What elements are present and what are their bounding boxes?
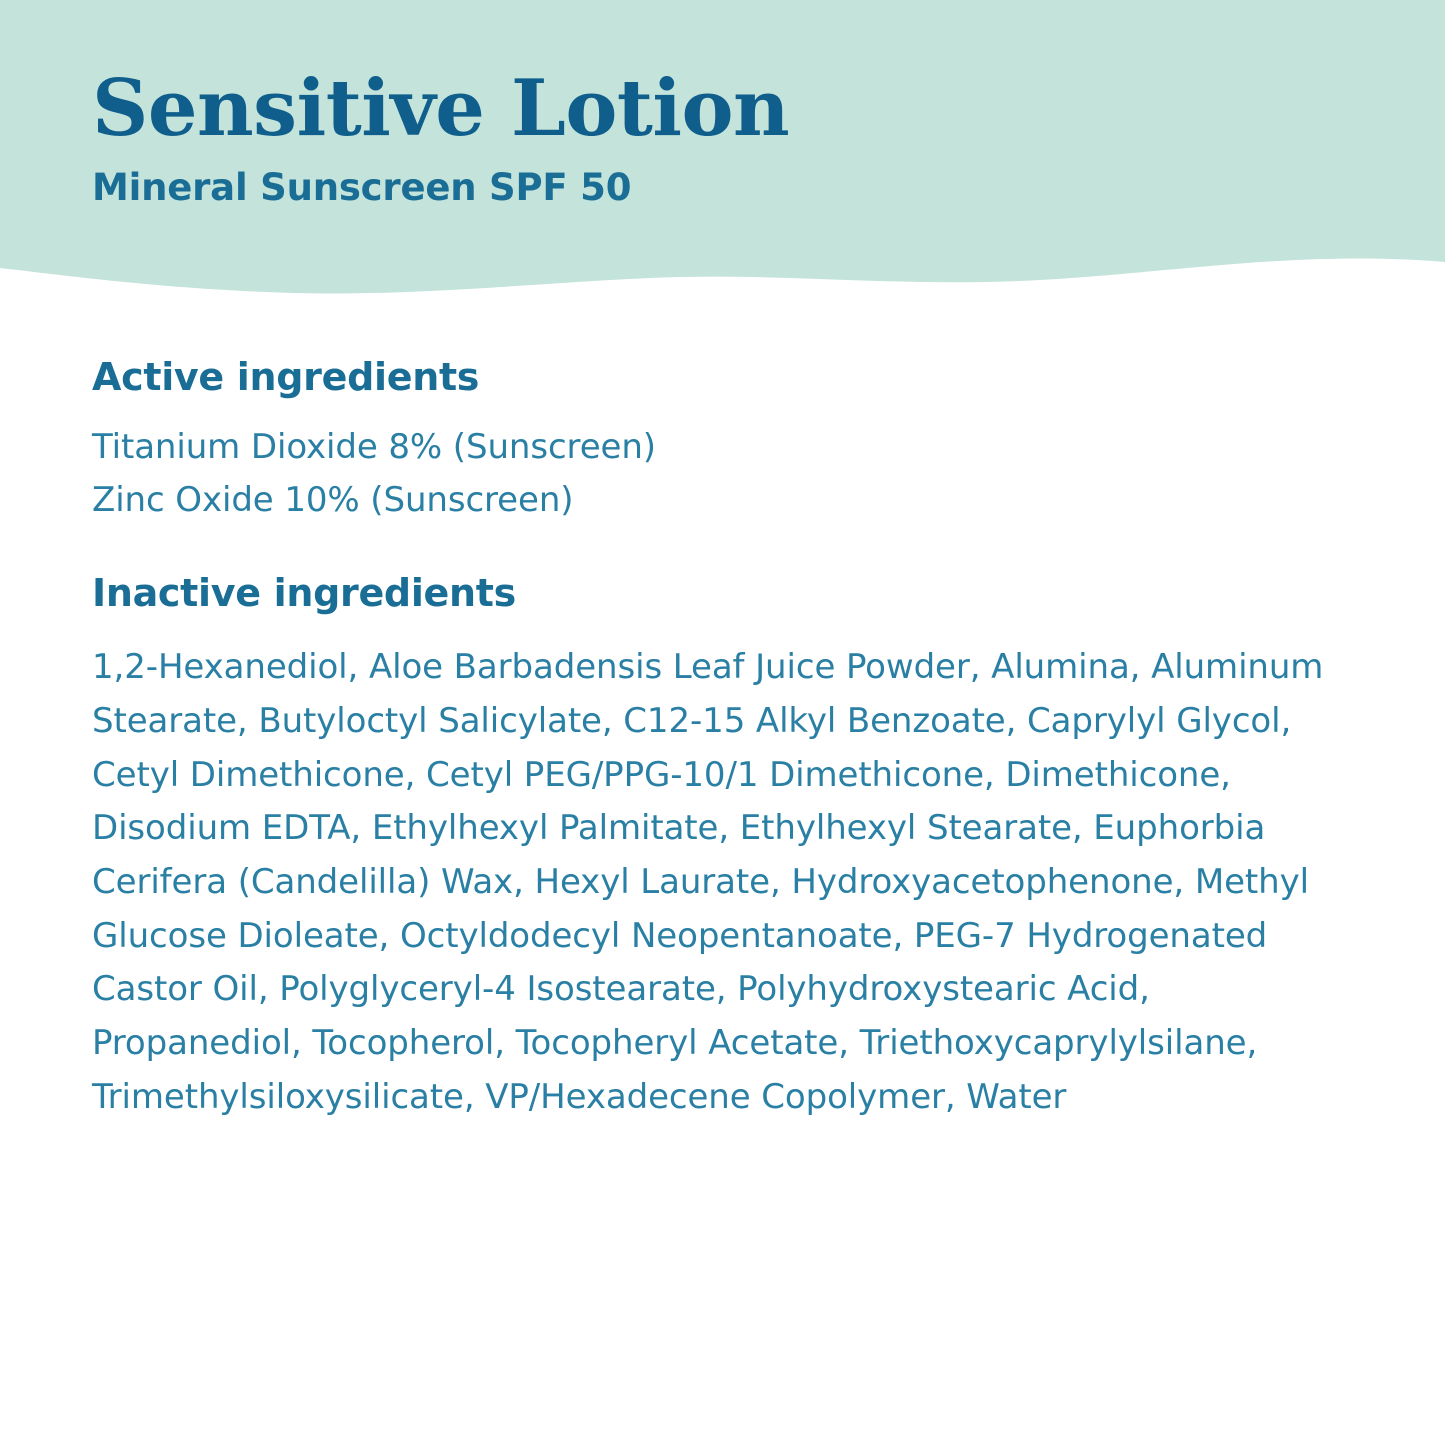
header-text-block [0,0,1445,209]
product-title: Sensitive Lotion [92,63,790,154]
active-ingredient-item: Titanium Dioxide 8% (Sunscreen) [92,427,656,467]
inactive-ingredients-text: 1,2-Hexanediol, Aloe Barbadensis Leaf Juice Powder, Alumina, Aluminum Stearate, Butyloctyl Salicylate, C12-15 Alkyl Benzoate, Caprylyl Glycol, Cetyl Dimethicone, Cetyl PEG/PPG-10/1 Dimethicone, Dimethicone, Disodium EDTA, Ethylhexyl Palmitate, Ethylhexyl Stearate, Euphorbia Cerifera (Candelilla) Wax, Hexyl Laurate, Hydroxyacetophenone, Methyl Glucose Dioleate, Octyldodecyl Neopentanoate, PEG-7 Hydrogenated Castor Oil, Polyglyceryl-4 Isostearate, Polyhydroxystearic Acid, Propanediol, Tocopherol, Tocopheryl Acetate, Triethoxycaprylylsilane, Trimethylsiloxysilicate, VP/Hexadecene Copolymer, Water [92,647,1324,1117]
active-ingredient-item: Zinc Oxide 10% (Sunscreen) [92,480,574,521]
active-ingredients-heading: Active ingredients [92,355,480,399]
product-subtitle: Mineral Sunscreen SPF 50 [92,166,632,209]
inactive-ingredients-heading: Inactive ingredients [92,571,516,616]
active-ingredients-section [92,355,1337,527]
ingredients-content [92,355,1337,1125]
inactive-ingredients-section [92,571,1337,1124]
header-band [0,0,1445,300]
